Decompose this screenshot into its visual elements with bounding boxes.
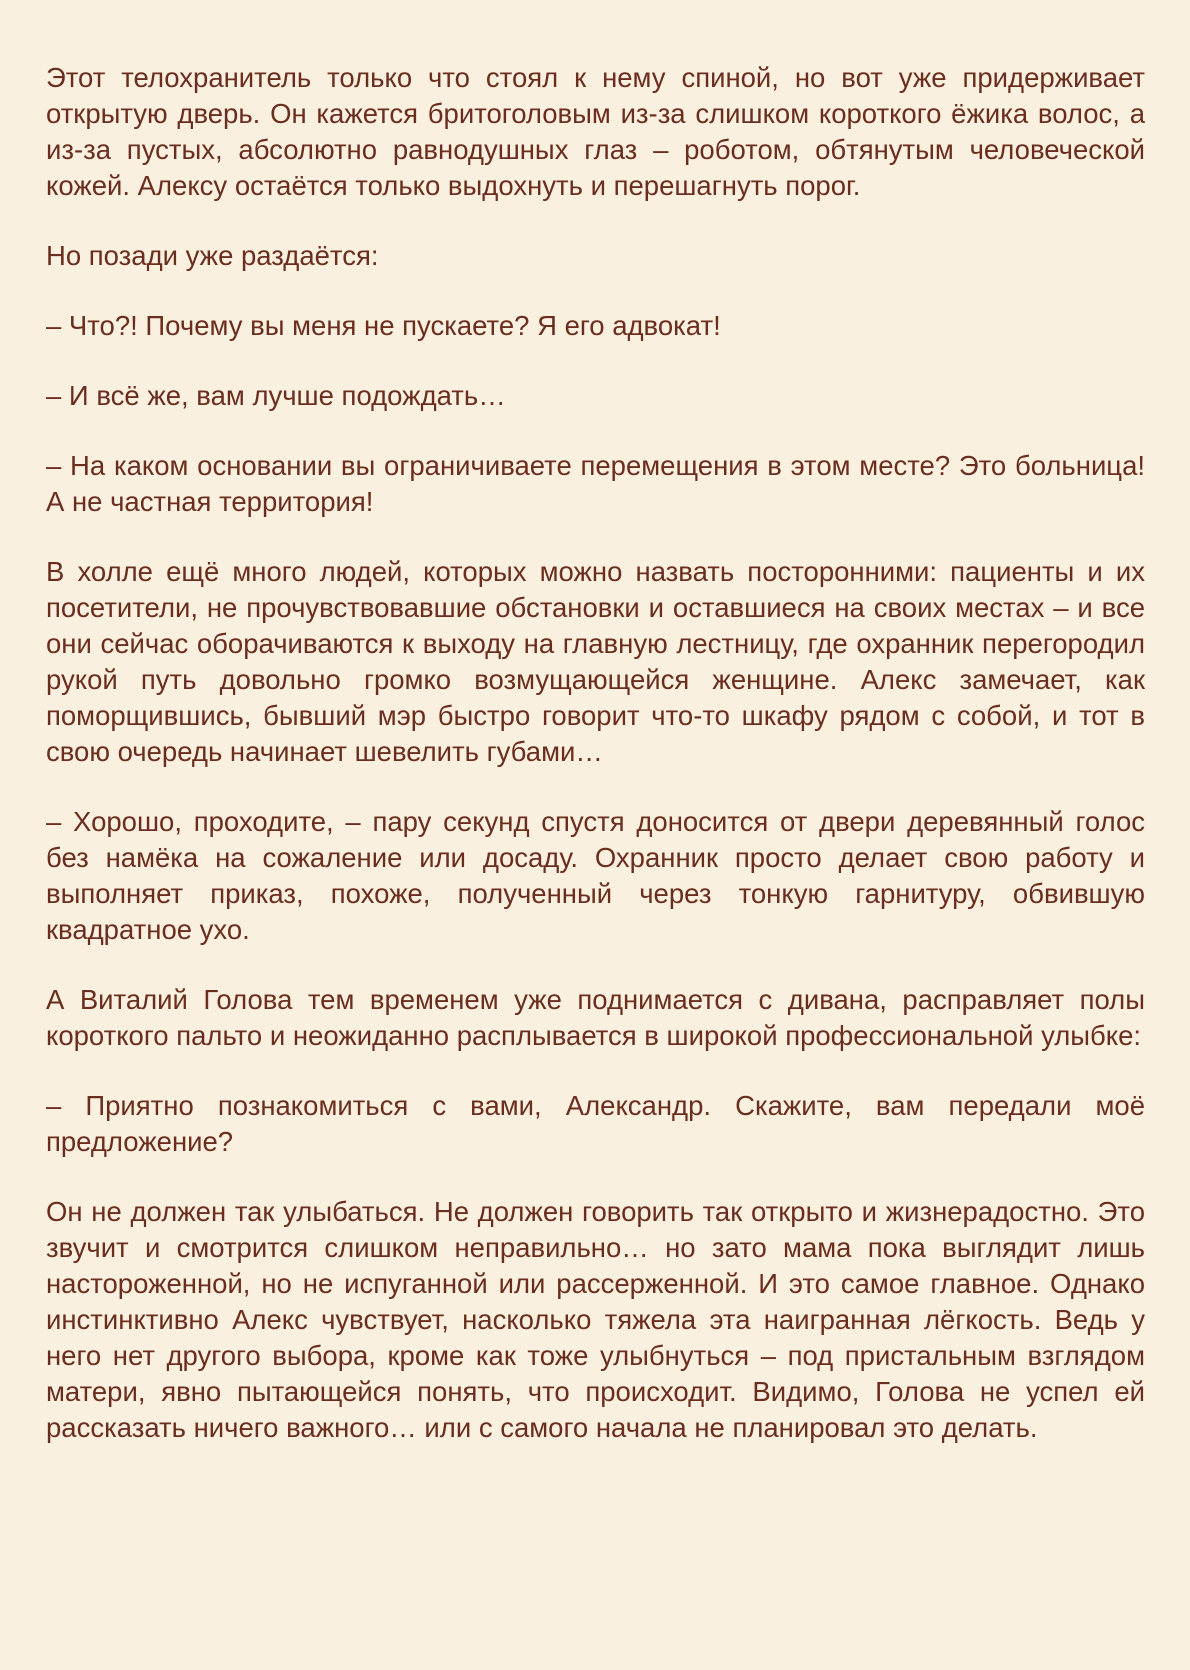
paragraph-6: В холле ещё много людей, которых можно назвать посторонними: пациенты и их посетители, не прочувствовавшие обстановки и оставшиеся на своих местах – и все они сейчас оборачиваются к выходу на главную лестницу, где охранник перегородил рукой путь довольно громко возмущающейся женщине. Алекс замечает, как поморщившись, бывший мэр быстро говорит что-то шкафу рядом с собой, и тот в свою очередь начинает шевелить губами… [46,556,1145,767]
paragraph-4: – И всё же, вам лучше подождать… [46,380,506,411]
paragraph-2: Но позади уже раздаётся: [46,240,379,271]
paragraph-9: – Приятно познакомиться с вами, Александр. Скажите, вам передали моё предложение? [46,1090,1145,1157]
paragraph-10: Он не должен так улыбаться. Не должен говорить так открыто и жизнерадостно. Это звучит и смотрится слишком неправильно… но зато мама пока выглядит лишь настороженной, но не испуганной или рассерженной. И это самое главное. Однако инстинктивно Алекс чувствует, насколько тяжела эта наигранная лёгкость. Ведь у него нет другого выбора, кроме как тоже улыбнуться – под пристальным взглядом матери, явно пытающейся понять, что происходит. Видимо, Голова не успел ей рассказать ничего важного… или с самого начала не планировал это делать. [46,1196,1145,1443]
paragraph-1: Этот телохранитель только что стоял к нему спиной, но вот уже придерживает открытую дверь. Он кажется бритоголовым из-за слишком короткого ёжика волос, а из-за пустых, абсолютно равнодушных глаз – роботом, обтянутым человеческой кожей. Алексу остаётся только выдохнуть и перешагнуть порог. [46,62,1145,201]
paragraph-3: – Что?! Почему вы меня не пускаете? Я его адвокат! [46,310,721,341]
paragraph-8: А Виталий Голова тем временем уже поднимается с дивана, расправляет полы короткого пальто и неожиданно расплывается в широкой профессиональной улыбке: [46,984,1145,1051]
paragraph-7: – Хорошо, проходите, – пару секунд спустя доносится от двери деревянный голос без намёка на сожаление или досаду. Охранник просто делает свою работу и выполняет приказ, похоже, полученный через тонкую гарнитуру, обвившую квадратное ухо. [46,806,1145,945]
paragraph-5: – На каком основании вы ограничиваете перемещения в этом месте? Это больница! А не частная территория! [46,450,1145,517]
